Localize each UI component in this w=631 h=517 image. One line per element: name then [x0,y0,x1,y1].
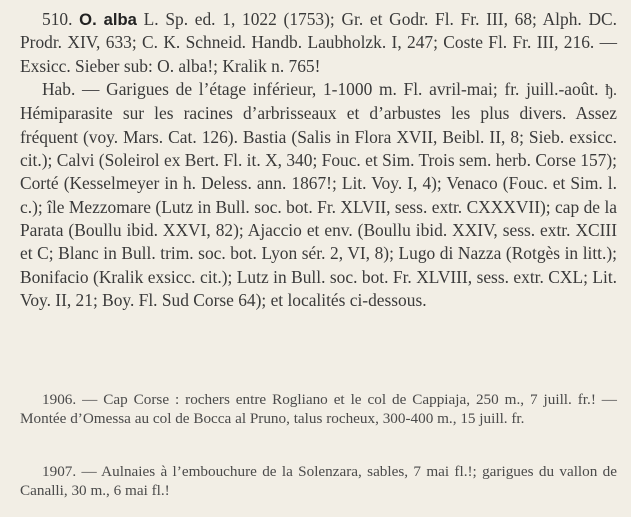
note-year: 1907. [42,463,77,480]
species-name: O. alba [79,10,137,29]
species-entry [20,8,617,312]
note-year: 1906. [42,391,77,408]
note-1906 [20,390,617,428]
note-text: — Aulnaies à l’embouchure de la Solenzara, sables, 7 mai fl.!; garigues du vallon de Canalli, 30 m., 6 mai fl.! [20,463,617,499]
entry-header [20,8,617,78]
entry-number: 510. [42,9,73,29]
entry-habitat [20,78,617,312]
life-form-symbol: ђ. [605,82,617,100]
note-1907 [20,462,617,500]
note-text: — Cap Corse : rochers entre Rogliano et le col de Cappiaja, 250 m., 7 juill. fr.! — Montée d’Omessa au col de Bocca al Pruno, talus rocheux, 300-400 m., 15 juill. fr. [20,391,617,427]
entry-citation: L. Sp. ed. 1, 1022 (1753); Gr. et Godr. Fl. Fr. III, 68; Alph. DC. Prodr. XIV, 633; C. K. Schneid. Handb. Laubholzk. I, 247; Coste Fl. Fr. III, 216. — Exsicc. Sieber sub: O. alba!; Kralik n. 765! [20,9,617,76]
habitat-description: Hémiparasite sur les racines d’arbrisseaux et d’arbustes les plus divers. Assez fréquent (voy. Mars. Cat. 126). Bastia (Salis in Flora XVII, Beibl. II, 8; Sieb. exsicc. cit.); Calvi (Soleirol ex Bert. Fl. it. X, 340; Fouc. et Sim. Trois sem. herb. Corse 157); Corté (Kesselmeyer in h. Deless. ann. 1867!; Lit. Voy. I, 4); Venaco (Fouc. et Sim. l. c.); île Mezzomare (Lutz in Bull. soc. bot. Fr. XLVII, sess. extr. CXXXVII); cap de la Parata (Boullu ibid. XXVI, 82); Ajaccio et env. (Boullu ibid. XXIV, sess. extr. XCIII et C; Blanc in Bull. trim. soc. bot. Lyon sér. 2, VI, 8); Lugo di Nazza (Rotgès in litt.); Bonifacio (Kralik exsicc. cit.); Lutz in Bull. soc. bot. Fr. XLVIII, sess. extr. CXL; Lit. Voy. II, 21; Boy. Fl. Sud Corse 64); et localités ci-dessous. [20,103,617,311]
habitat-text: Hab. — Garigues de l’étage inférieur, 1-1000 m. Fl. avril-mai; fr. juill.-août. [42,79,599,100]
